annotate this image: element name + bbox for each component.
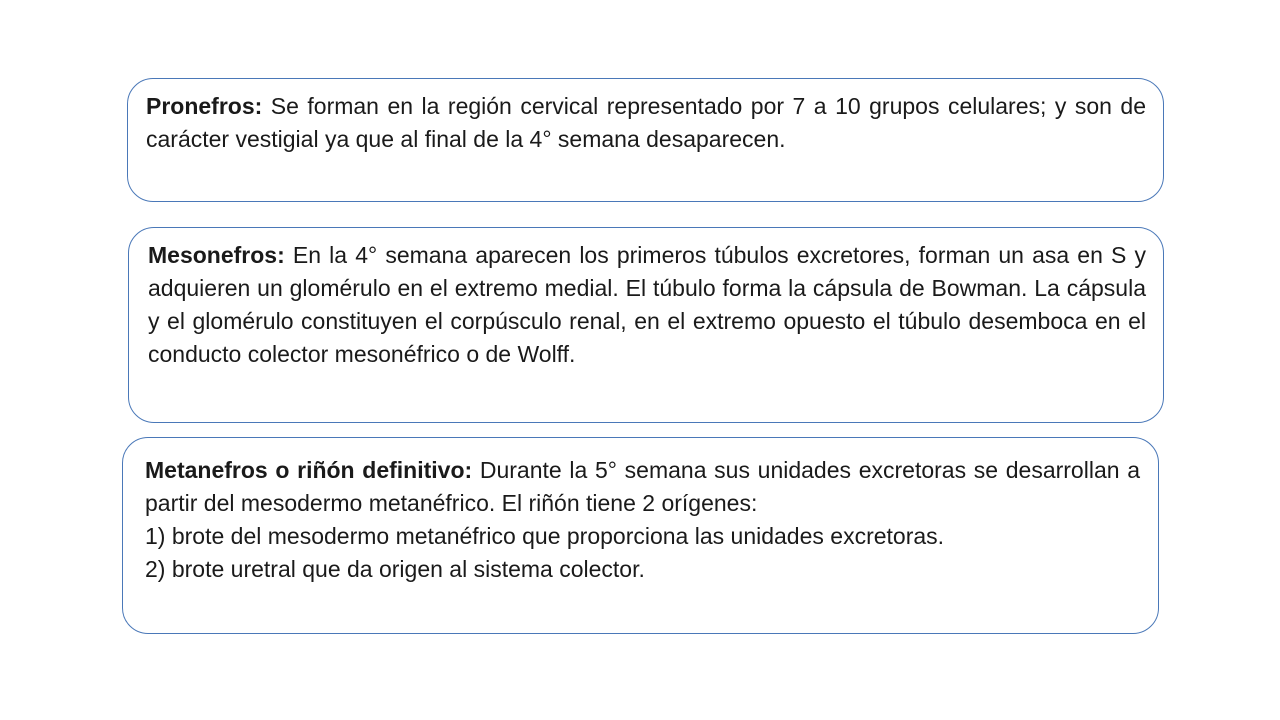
metanefros-text: Durante la 5° semana sus unidades excretoras se desarrollan a partir del mesodermo metanéfrico. El riñón tiene 2 orígenes: bbox=[145, 457, 1141, 516]
metanefros-title: Metanefros o riñón definitivo: bbox=[145, 457, 473, 483]
pronefros-text: Se forman en la región cervical representado por 7 a 10 grupos celulares; y son de carácter vestigial ya que al final de la 4° semana desaparecen. bbox=[146, 93, 1146, 152]
mesonefros-paragraph bbox=[148, 239, 1146, 371]
mesonefros-title: Mesonefros: bbox=[148, 242, 285, 268]
pronefros-card bbox=[127, 78, 1164, 202]
metanefros-card bbox=[122, 437, 1159, 634]
metanefros-paragraph bbox=[145, 454, 1140, 520]
pronefros-title: Pronefros: bbox=[146, 93, 263, 119]
metanefros-list-item: 1) brote del mesodermo metanéfrico que proporciona las unidades excretoras. bbox=[145, 523, 945, 549]
mesonefros-text: En la 4° semana aparecen los primeros túbulos excretores, forman un asa en S y adquieren un glomérulo en el extremo medial. El túbulo forma la cápsula de Bowman. La cápsula y el glomérulo constituyen el corpúsculo renal, en el extremo opuesto el túbulo desemboca en el conducto colector mesonéfrico o de Wolff. bbox=[148, 242, 1146, 367]
metanefros-list-item: 2) brote uretral que da origen al sistema colector. bbox=[145, 556, 645, 582]
mesonefros-card bbox=[128, 227, 1164, 423]
pronefros-paragraph bbox=[146, 90, 1146, 156]
